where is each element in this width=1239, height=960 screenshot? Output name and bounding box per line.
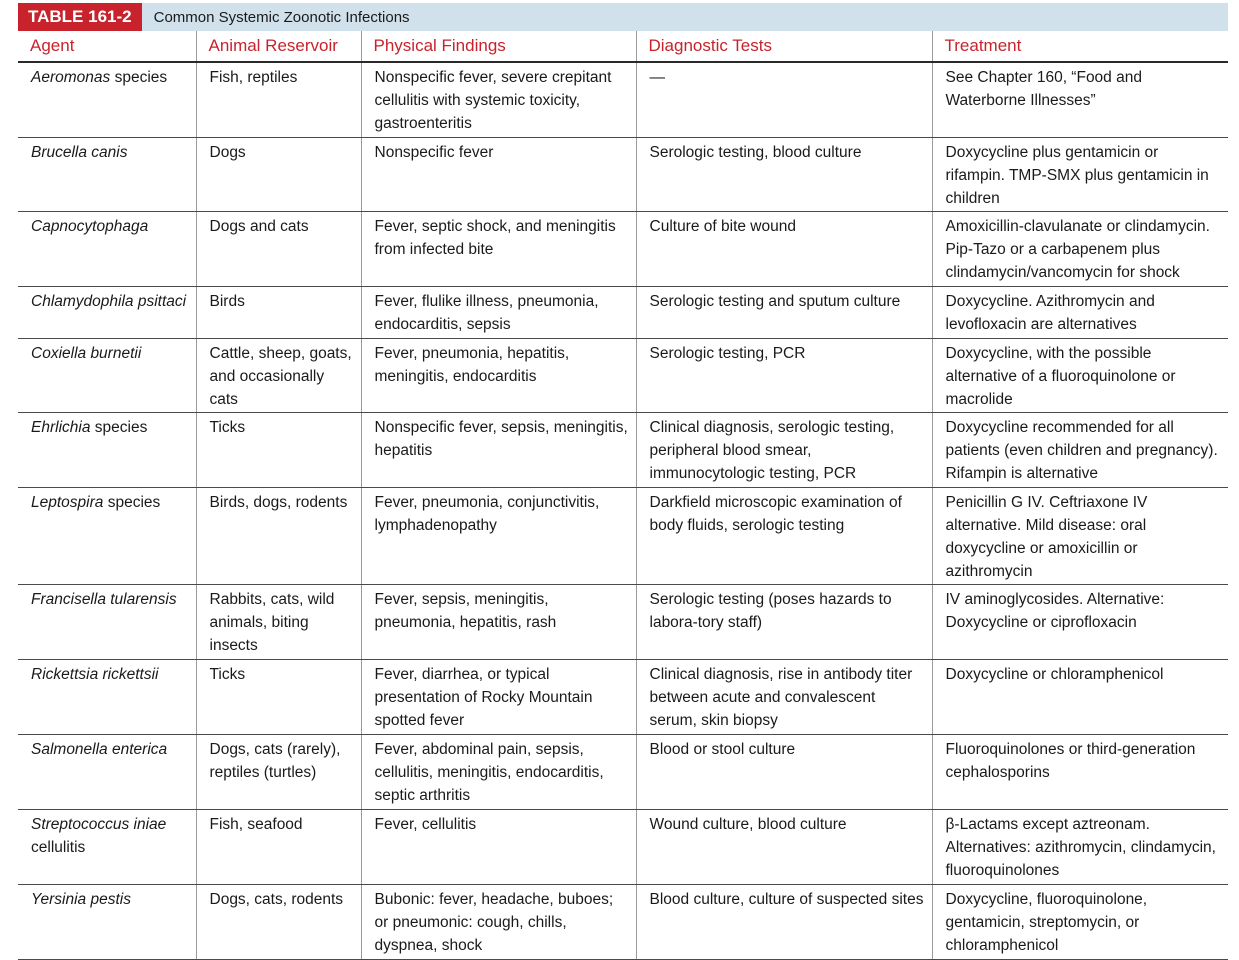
- cell-physical-findings: Nonspecific fever, sepsis, meningitis, hepatitis: [361, 412, 636, 487]
- cell-diagnostic-tests: Blood culture, culture of suspected sites: [636, 884, 932, 959]
- cell-treatment: β-Lactams except aztreonam. Alternatives: azithromycin, clindamycin, fluoroquinolones: [932, 809, 1228, 884]
- agent-suffix: cellulitis: [31, 815, 171, 856]
- cell-physical-findings: Fever, flulike illness, pneumonia, endocarditis, sepsis: [361, 286, 636, 338]
- table-row: [18, 211, 1228, 286]
- cell-agent: [18, 338, 196, 412]
- cell-agent: [18, 137, 196, 211]
- cell-diagnostic-tests: Serologic testing (poses hazards to labora-tory staff): [636, 584, 932, 659]
- cell-treatment: Penicillin G IV. Ceftriaxone IV alternative. Mild disease: oral doxycycline or amoxicillin or azithromycin: [932, 487, 1228, 584]
- cell-physical-findings: Fever, septic shock, and meningitis from infected bite: [361, 211, 636, 286]
- cell-physical-findings: Fever, diarrhea, or typical presentation of Rocky Mountain spotted fever: [361, 659, 636, 734]
- table-row: [18, 734, 1228, 809]
- cell-animal-reservoir: Fish, reptiles: [196, 62, 361, 137]
- cell-treatment: Doxycycline, fluoroquinolone, gentamicin, streptomycin, or chloramphenicol: [932, 884, 1228, 959]
- cell-diagnostic-tests: Blood or stool culture: [636, 734, 932, 809]
- agent-genus: Salmonella enterica: [31, 740, 168, 758]
- header-physical-findings: Physical Findings: [361, 31, 636, 62]
- cell-diagnostic-tests: Wound culture, blood culture: [636, 809, 932, 884]
- cell-treatment: Doxycycline plus gentamicin or rifampin. TMP-SMX plus gentamicin in children: [932, 137, 1228, 211]
- agent-genus: Streptococcus iniae: [31, 815, 167, 833]
- cell-diagnostic-tests: Serologic testing, PCR: [636, 338, 932, 412]
- table-row: [18, 584, 1228, 659]
- cell-diagnostic-tests: Culture of bite wound: [636, 211, 932, 286]
- cell-physical-findings: Fever, cellulitis: [361, 809, 636, 884]
- cell-agent: [18, 487, 196, 584]
- agent-genus: Aeromonas: [31, 69, 111, 86]
- agent-genus: Chlamydophila psittaci: [31, 292, 187, 310]
- table-row: [18, 659, 1228, 734]
- table-header-row: [18, 31, 1228, 62]
- cell-agent: [18, 584, 196, 659]
- cell-animal-reservoir: Dogs, cats (rarely), reptiles (turtles): [196, 734, 361, 809]
- cell-animal-reservoir: Birds: [196, 286, 361, 338]
- cell-treatment: Doxycycline, with the possible alternative of a fluoroquinolone or macrolide: [932, 338, 1228, 412]
- cell-animal-reservoir: Dogs and cats: [196, 211, 361, 286]
- table-body: [18, 62, 1228, 959]
- table-title-bar: [18, 3, 1228, 31]
- cell-physical-findings: Fever, pneumonia, hepatitis, meningitis, endocarditis: [361, 338, 636, 412]
- cell-treatment: See Chapter 160, “Food and Waterborne Illnesses”: [932, 62, 1228, 137]
- cell-agent: [18, 412, 196, 487]
- table-row: [18, 884, 1228, 959]
- agent-genus: Capnocytophaga: [31, 217, 149, 235]
- header-diagnostic-tests: Diagnostic Tests: [636, 31, 932, 62]
- cell-animal-reservoir: Dogs, cats, rodents: [196, 884, 361, 959]
- header-treatment: Treatment: [932, 31, 1228, 62]
- cell-animal-reservoir: Rabbits, cats, wild animals, biting insects: [196, 584, 361, 659]
- cell-agent: [18, 734, 196, 809]
- agent-suffix: species: [110, 69, 168, 86]
- table-row: [18, 412, 1228, 487]
- zoonotic-infections-table: [18, 31, 1228, 960]
- table-row: [18, 137, 1228, 211]
- cell-agent: [18, 62, 196, 137]
- cell-physical-findings: Nonspecific fever, severe crepitant cellulitis with systemic toxicity, gastroenteritis: [361, 62, 636, 137]
- cell-agent: [18, 211, 196, 286]
- cell-diagnostic-tests: Serologic testing and sputum culture: [636, 286, 932, 338]
- cell-treatment: Doxycycline recommended for all patients (even children and pregnancy). Rifampin is alternative: [932, 412, 1228, 487]
- cell-treatment: Fluoroquinolones or third-generation cephalosporins: [932, 734, 1228, 809]
- cell-diagnostic-tests: Serologic testing, blood culture: [636, 137, 932, 211]
- cell-animal-reservoir: Cattle, sheep, goats, and occasionally cats: [196, 338, 361, 412]
- cell-animal-reservoir: Dogs: [196, 137, 361, 211]
- cell-animal-reservoir: Ticks: [196, 659, 361, 734]
- cell-agent: [18, 659, 196, 734]
- agent-genus: Yersinia pestis: [31, 890, 131, 908]
- cell-physical-findings: Nonspecific fever: [361, 137, 636, 211]
- agent-genus: Brucella canis: [31, 143, 128, 161]
- table-number-label: TABLE 161-2: [18, 3, 142, 31]
- cell-diagnostic-tests: Darkfield microscopic examination of body fluids, serologic testing: [636, 487, 932, 584]
- cell-animal-reservoir: Birds, dogs, rodents: [196, 487, 361, 584]
- cell-animal-reservoir: Ticks: [196, 412, 361, 487]
- cell-diagnostic-tests: Clinical diagnosis, serologic testing, peripheral blood smear, immunocytologic testing, PCR: [636, 412, 932, 487]
- cell-physical-findings: Fever, sepsis, meningitis, pneumonia, hepatitis, rash: [361, 584, 636, 659]
- agent-genus: Rickettsia rickettsii: [31, 665, 159, 683]
- table-row: [18, 286, 1228, 338]
- cell-agent: [18, 809, 196, 884]
- cell-physical-findings: Bubonic: fever, headache, buboes; or pneumonic: cough, chills, dyspnea, shock: [361, 884, 636, 959]
- agent-suffix: species: [103, 493, 161, 511]
- table-row: [18, 487, 1228, 584]
- table-row: [18, 809, 1228, 884]
- header-agent: Agent: [18, 31, 196, 62]
- table-row: [18, 62, 1228, 137]
- cell-physical-findings: Fever, abdominal pain, sepsis, cellulitis, meningitis, endocarditis, septic arthritis: [361, 734, 636, 809]
- cell-treatment: Doxycycline or chloramphenicol: [932, 659, 1228, 734]
- cell-agent: [18, 884, 196, 959]
- cell-treatment: Doxycycline. Azithromycin and levofloxacin are alternatives: [932, 286, 1228, 338]
- agent-genus: Francisella tularensis: [31, 590, 177, 608]
- cell-diagnostic-tests: Clinical diagnosis, rise in antibody titer between acute and convalescent serum, skin biopsy: [636, 659, 932, 734]
- table-title: Common Systemic Zoonotic Infections: [153, 8, 410, 26]
- cell-diagnostic-tests: —: [636, 62, 932, 137]
- agent-genus: Ehrlichia: [31, 418, 91, 436]
- cell-animal-reservoir: Fish, seafood: [196, 809, 361, 884]
- table-row: [18, 338, 1228, 412]
- agent-genus: Leptospira: [31, 493, 104, 511]
- cell-agent: [18, 286, 196, 338]
- cell-treatment: Amoxicillin-clavulanate or clindamycin. Pip-Tazo or a carbapenem plus clindamycin/vancomycin for shock: [932, 211, 1228, 286]
- agent-genus: Coxiella burnetii: [31, 344, 142, 362]
- header-animal-reservoir: Animal Reservoir: [196, 31, 361, 62]
- table-container: [18, 3, 1228, 960]
- cell-physical-findings: Fever, pneumonia, conjunctivitis, lymphadenopathy: [361, 487, 636, 584]
- agent-suffix: species: [90, 418, 148, 436]
- cell-treatment: IV aminoglycosides. Alternative: Doxycycline or ciprofloxacin: [932, 584, 1228, 659]
